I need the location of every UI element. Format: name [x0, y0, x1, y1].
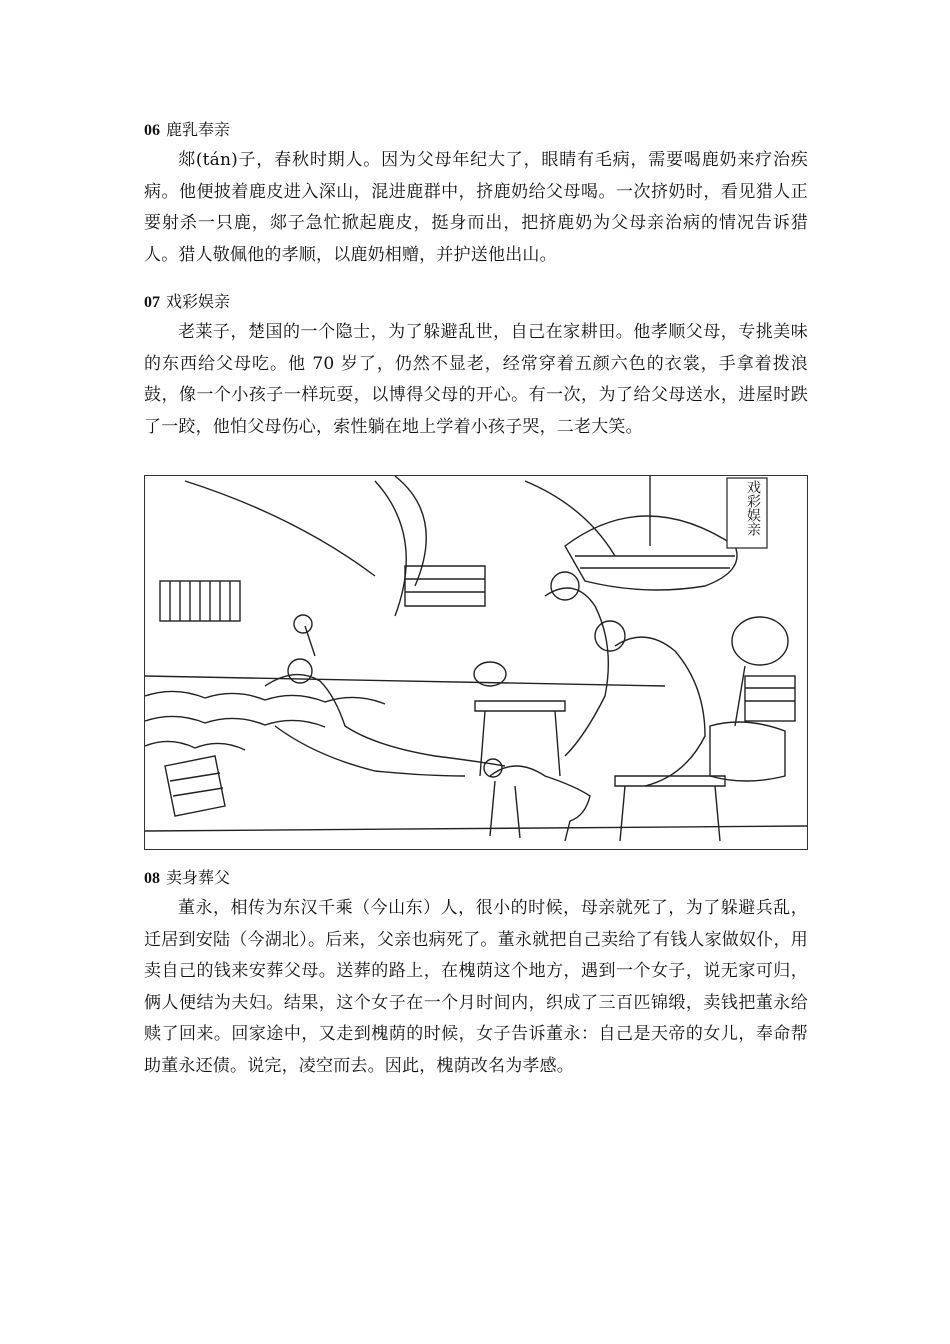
- section-06: [144, 119, 808, 271]
- section-heading: [144, 291, 808, 313]
- section-heading: [144, 119, 808, 141]
- section-body: 郯(tán)子，春秋时期人。因为父母年纪大了，眼睛有毛病，需要喝鹿奶来疗治疾病。他便披着鹿皮进入深山，混进鹿群中，挤鹿奶给父母喝。一次挤奶时，看见猎人正要射杀一只鹿，郯子急忙掀起鹿皮，挺身而出，把挤鹿奶为父母亲治病的情况告诉猎人。猎人敬佩他的孝顺，以鹿奶相赠，并护送他出山。: [144, 150, 808, 265]
- section-title: 鹿乳奉亲: [166, 120, 231, 139]
- section-07: [144, 291, 808, 443]
- section-number: 06: [144, 122, 160, 139]
- illustration-xicai-yuqin: [144, 475, 808, 850]
- section-body: 老莱子，楚国的一个隐士，为了躲避乱世，自己在家耕田。他孝顺父母，专挑美味的东西给父母吃。他 70 岁了，仍然不显老，经常穿着五颜六色的衣裳，手拿着拨浪鼓，像一个小孩子一样玩耍，以博得父母的开心。有一次，为了给父母送水，进屋时跌了一跤，他怕父母伤心，索性躺在地上学着小孩子哭，二老大笑。: [144, 322, 808, 437]
- section-body: 董永，相传为东汉千乘（今山东）人，很小的时候，母亲就死了，为了躲避兵乱，迁居到安陆（今湖北）。后来，父亲也病死了。董永就把自己卖给了有钱人家做奴仆，用卖自己的钱来安葬父母。送葬的路上，在槐荫这个地方，遇到一个女子，说无家可归，俩人便结为夫妇。结果，这个女子在一个月时间内，织成了三百匹锦缎，卖钱把董永给赎了回来。回家途中，又走到槐荫的时候，女子告诉董永：自己是天帝的女儿，奉命帮助董永还债。说完，凌空而去。因此，槐荫改名为孝感。: [144, 898, 808, 1076]
- section-heading: [144, 867, 808, 889]
- illustration-inscription: 戏彩娱亲: [745, 480, 761, 536]
- line-drawing: [145, 476, 807, 849]
- section-08: [144, 867, 808, 1082]
- section-number: 08: [144, 870, 160, 887]
- section-number: 07: [144, 294, 160, 311]
- section-title: 卖身葬父: [166, 868, 231, 887]
- section-title: 戏彩娱亲: [166, 292, 231, 311]
